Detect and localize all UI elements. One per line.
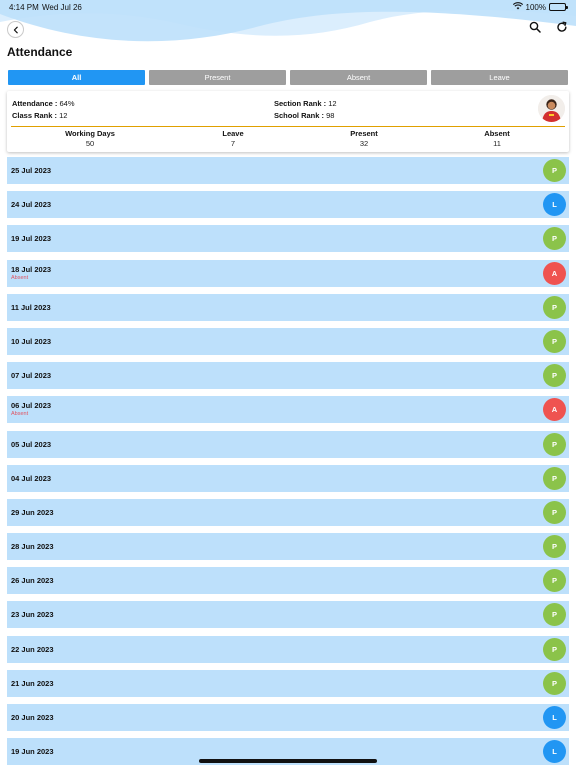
school-rank — [274, 111, 334, 120]
status-badge: P — [543, 467, 566, 490]
attendance-date: 04 Jul 2023 — [11, 473, 52, 483]
chevron-left-icon — [12, 21, 20, 39]
stat-label: Working Days — [65, 129, 115, 138]
tab-leave[interactable]: Leave — [431, 70, 568, 85]
stat-value: 11 — [493, 139, 501, 148]
stat-label: Absent — [484, 129, 510, 138]
attendance-note: Absent — [11, 411, 29, 418]
attendance-row[interactable] — [7, 294, 569, 321]
status-badge: A — [543, 262, 566, 285]
stat-leave — [173, 129, 293, 148]
status-badge: P — [543, 501, 566, 524]
status-time: 4:14 PM — [9, 3, 39, 12]
battery-percent: 100% — [525, 2, 546, 12]
status-bar — [0, 0, 576, 14]
attendance-date: 19 Jul 2023 — [11, 234, 52, 244]
stat-working-days — [30, 129, 150, 148]
tab-present[interactable]: Present — [149, 70, 286, 85]
wifi-icon — [513, 2, 523, 12]
refresh-icon — [556, 20, 568, 38]
attendance-date: 26 Jun 2023 — [11, 576, 54, 586]
attendance-date: 20 Jun 2023 — [11, 713, 54, 722]
tab-all[interactable]: All — [8, 70, 145, 85]
attendance-date: 21 Jun 2023 — [11, 678, 54, 688]
refresh-button[interactable] — [554, 21, 570, 37]
attendance-date: 06 Jul 2023 — [11, 401, 52, 411]
attendance-row[interactable] — [7, 636, 569, 663]
status-badge: L — [543, 706, 566, 729]
status-badge: L — [543, 740, 566, 763]
back-button[interactable] — [7, 21, 24, 38]
attendance-row[interactable] — [7, 260, 569, 287]
status-badge: P — [543, 364, 566, 387]
status-badge: P — [543, 603, 566, 626]
attendance-row[interactable] — [7, 431, 569, 458]
attendance-row[interactable] — [7, 157, 569, 184]
attendance-row[interactable] — [7, 533, 569, 560]
page-title: Attendance — [7, 45, 73, 59]
filter-tabs — [8, 70, 568, 85]
attendance-row[interactable] — [7, 567, 569, 594]
attendance-date: 22 Jun 2023 — [11, 644, 54, 654]
section-rank-value: 12 — [328, 99, 337, 108]
status-badge: P — [543, 433, 566, 456]
attendance-row[interactable] — [7, 396, 569, 423]
summary-divider — [11, 126, 565, 127]
attendance-date: 05 Jul 2023 — [11, 439, 52, 449]
stat-value: 32 — [359, 139, 369, 148]
stat-value: 7 — [230, 139, 236, 148]
home-indicator — [199, 759, 377, 763]
attendance-row[interactable] — [7, 191, 569, 218]
attendance-row[interactable] — [7, 499, 569, 526]
attendance-note: Absent — [11, 274, 29, 281]
stat-value: 50 — [85, 139, 95, 148]
status-badge: P — [543, 672, 566, 695]
student-avatar — [538, 95, 565, 122]
attendance-date: 07 Jul 2023 — [11, 371, 52, 381]
attendance-row[interactable] — [7, 225, 569, 252]
attendance-list[interactable] — [7, 157, 569, 768]
search-icon — [529, 20, 541, 38]
school-rank-value: 98 — [326, 111, 335, 120]
stat-present — [304, 129, 424, 148]
status-badge: P — [543, 227, 566, 250]
status-badge: P — [543, 569, 566, 592]
stat-absent — [437, 129, 557, 148]
status-badge: A — [543, 398, 566, 421]
attendance-percentage — [12, 99, 75, 108]
class-rank-label: Class Rank : — [12, 111, 58, 120]
status-badge: P — [543, 535, 566, 558]
attendance-row[interactable] — [7, 328, 569, 355]
attendance-date: 28 Jun 2023 — [11, 542, 54, 552]
attendance-date: 23 Jun 2023 — [11, 610, 54, 620]
attendance-summary-card — [7, 91, 569, 152]
section-rank-label: Section Rank : — [274, 99, 327, 108]
status-badge: P — [543, 330, 566, 353]
attendance-label: Attendance : — [12, 99, 58, 108]
status-badge: P — [543, 296, 566, 319]
attendance-date: 11 Jul 2023 — [11, 302, 51, 312]
class-rank-value: 12 — [59, 111, 68, 120]
search-button[interactable] — [527, 21, 543, 37]
attendance-row[interactable] — [7, 362, 569, 389]
status-right — [513, 2, 566, 12]
school-rank-label: School Rank : — [274, 111, 325, 120]
attendance-date: 24 Jul 2023 — [11, 200, 52, 210]
attendance-value: 64% — [59, 99, 75, 108]
status-badge: P — [543, 638, 566, 661]
attendance-date: 10 Jul 2023 — [11, 336, 52, 346]
status-badge: P — [543, 159, 566, 182]
attendance-row[interactable] — [7, 601, 569, 628]
tab-absent[interactable]: Absent — [290, 70, 427, 85]
attendance-date: 25 Jul 2023 — [11, 166, 52, 175]
attendance-date: 29 Jun 2023 — [11, 507, 54, 517]
section-rank — [274, 99, 337, 108]
stat-label: Leave — [222, 129, 244, 138]
status-date: Wed Jul 26 — [42, 3, 82, 12]
attendance-row[interactable] — [7, 465, 569, 492]
stat-label: Present — [350, 129, 378, 138]
attendance-date: 19 Jun 2023 — [11, 747, 54, 757]
battery-icon — [549, 3, 566, 11]
attendance-date: 18 Jul 2023 — [11, 264, 52, 274]
class-rank — [12, 111, 67, 120]
attendance-row[interactable] — [7, 704, 569, 731]
attendance-row[interactable] — [7, 670, 569, 697]
status-badge: L — [543, 193, 566, 216]
